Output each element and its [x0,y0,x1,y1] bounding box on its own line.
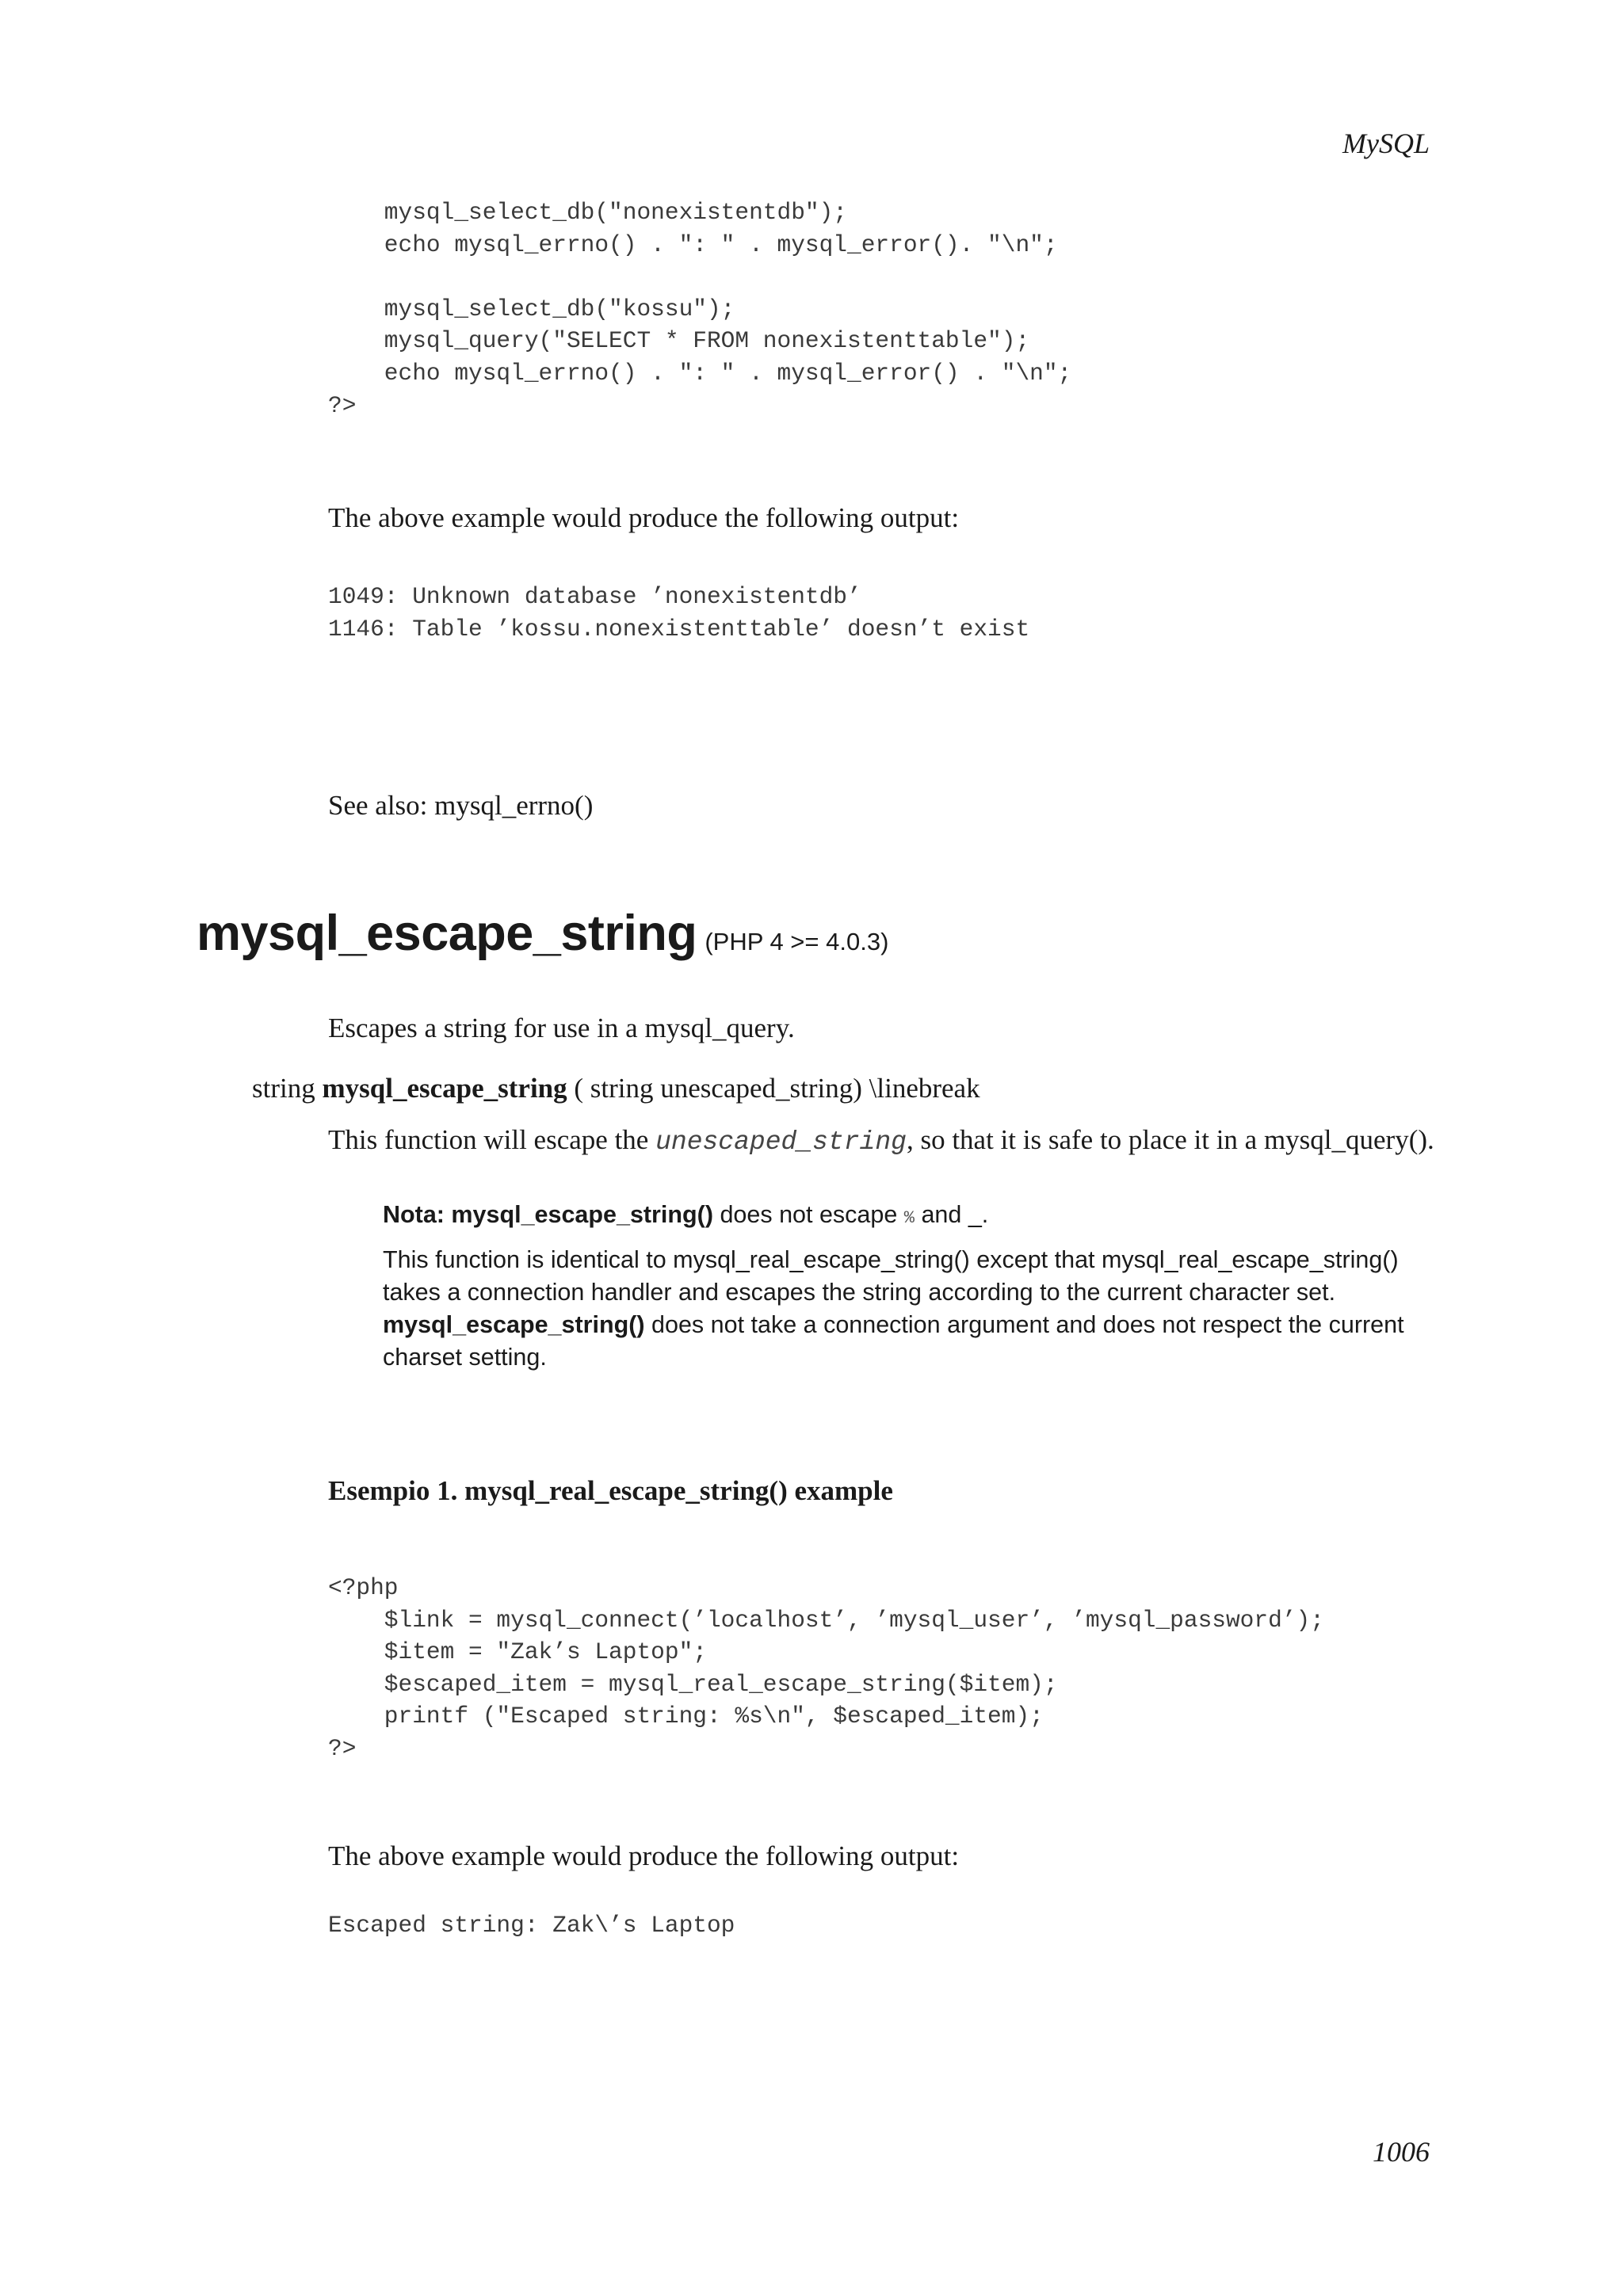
code-block-errno-example: mysql_select_db("nonexistentdb"); echo mysql_errno() . ": " . mysql_error(). "\n"; mysql_select_db("kossu"); mysql_query("SELECT * FROM nonexistenttable"); echo mysql_errno() . ": " . mysql_error() . "\n"; ?> [328,199,1072,419]
code-block-example: <?php $link = mysql_connect(’localhost’, ’mysql_user’, ’mysql_password’); $item = "Zak’s Laptop"; $escaped_item = mysql_real_escape_string($item); printf ("Escaped string: %s\n", $escaped_item); ?> [328,1574,1324,1762]
example-title: Esempio 1. mysql_real_escape_string() example [328,1475,893,1506]
note-body-line [383,1309,1437,1341]
function-description [328,1123,1434,1160]
function-purpose: Escapes a string for use in a mysql_query. [328,1013,795,1043]
note-text-before: does not escape [712,1201,904,1228]
function-name: mysql_escape_string [197,906,697,961]
output-block-errno: 1049: Unknown database ’nonexistentdb’ 1146: Table ’kossu.nonexistenttable’ doesn’t exist [328,583,1030,643]
note-text-and: and [914,1201,968,1228]
note-body-line: charset setting. [383,1344,547,1371]
note-body-line: This function is identical to mysql_real_escape_string() except that mysql_real_escape_string() [383,1246,1399,1273]
note-body-function-name: mysql_escape_string() [383,1311,645,1338]
synopsis-function-name: mysql_escape_string [322,1073,567,1104]
synopsis-return-type: string [252,1073,315,1104]
note-body-line-3: does not take a connection argument and does not respect the current [644,1311,1404,1338]
synopsis-args: ( string unescaped_string) \linebreak [574,1073,980,1104]
note-function-name: mysql_escape_string() [451,1201,713,1228]
output-intro-text: The above example would produce the following output: [328,502,960,533]
function-heading [197,905,888,962]
description-before: This function will escape the [328,1124,656,1155]
see-also-text: See also: mysql_errno() [328,790,594,821]
example-output-intro: The above example would produce the following output: [328,1840,960,1871]
running-header: MySQL [1342,128,1430,159]
note-body [383,1244,1437,1374]
note-label: Nota: [383,1201,445,1228]
page-number: 1006 [1373,2136,1430,2168]
note-body-line: takes a connection handler and escapes the string according to the current character set. [383,1279,1336,1306]
function-synopsis [252,1073,980,1104]
example-output-block: Escaped string: Zak\’s Laptop [328,1912,735,1939]
note-percent-symbol: % [903,1208,915,1228]
note-underscore: _. [968,1201,989,1228]
function-version: (PHP 4 >= 4.0.3) [705,928,889,955]
description-after: , so that it is safe to place it in a mysql_query(). [906,1124,1434,1155]
description-parameter: unescaped_string [655,1127,907,1157]
note-heading [383,1199,1437,1234]
